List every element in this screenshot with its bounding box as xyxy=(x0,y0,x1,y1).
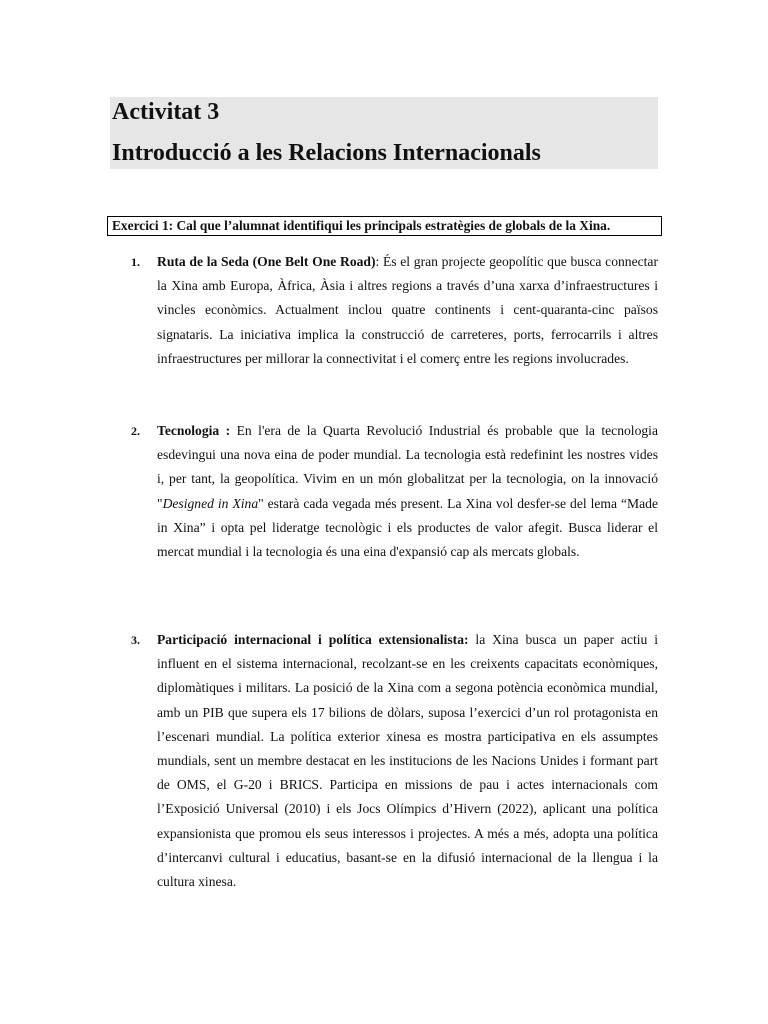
list-item-body: : És el gran projecte geopolític que busca connectar la Xina amb Europa, Àfrica, Àsia i altres regions a través d’una xarxa d’infraestructures i vincles econòmics. Actualment inclou quatre continents i cent-quaranta-cinc països signataris. La iniciativa implica la construcció de carreteres, ports, ferrocarrils i altres infraestructures per millorar la connectivitat i el comerç entre les regions involucrades. xyxy=(157,254,658,366)
list-item-emphasis: Designed in Xina xyxy=(162,495,259,511)
document-title: Introducció a les Relacions Internacionals xyxy=(112,140,541,166)
list-item-body: la Xina busca un paper actiu i influent en el sistema internacional, recolzant-se en les creixents capacitats econòmiques, diplomàtiques i militars. La posició de la Xina com a segona potència econòmica mundial, amb un PIB que supera els 17 bilions de dòlars, suposa l’exercici d’un rol protagonista en l’escenari mundial. La política exterior xinesa es mostra participativa en els assumptes mundials, sent un membre destacat en les institucions de les Nacions Unides i formant part de OMS, el G-20 i BRICS. Participa en missions de pau i actes internacionals com l’Exposició Universal (2010) i els Jocs Olímpics d’Hivern (2022), aplicant una política expansionista que promou els seus interessos i projectes. A més a més, adopta una política d’intercanvi cultural i educatius, basant-se en la difusió internacional de la llengua i la cultura xinesa. xyxy=(157,632,658,890)
list-item-body: En l'era de la Quarta Revolució Industrial és probable que la tecnologia esdevingui una nova eina de poder mundial. La tecnologia està redefinint les nostres vides i, per tant, la geopolítica. Vivim en un món globalitzat per la tecnologia, on la innovació " xyxy=(157,423,658,511)
activity-title: Activitat 3 xyxy=(112,99,220,125)
list-item-number: 2. xyxy=(131,424,140,438)
list-item-text xyxy=(157,419,658,564)
list-item-body-continued: " estarà cada vegada més present. La Xina vol desfer-se del lema “Made in Xina” i opta pel lideratge tecnològic i els productes de valor afegit. Busca liderar el mercat mundial i la tecnologia és una eina d'expansió cap als mercats globals. xyxy=(157,495,658,560)
exercise-header: Exercici 1: Cal que l’alumnat identifiqui les principals estratègies de globals de la Xina. xyxy=(107,216,662,236)
list-item-text xyxy=(157,628,658,894)
title-block xyxy=(110,97,658,169)
list-item-heading: Tecnologia : xyxy=(157,423,231,438)
list-item-number: 3. xyxy=(131,633,140,647)
list-item-number: 1. xyxy=(131,255,140,269)
list-item-heading: Participació internacional i política extensionalista: xyxy=(157,632,469,647)
list-item-text xyxy=(157,250,658,371)
list-item-heading: Ruta de la Seda (One Belt One Road) xyxy=(157,254,376,269)
